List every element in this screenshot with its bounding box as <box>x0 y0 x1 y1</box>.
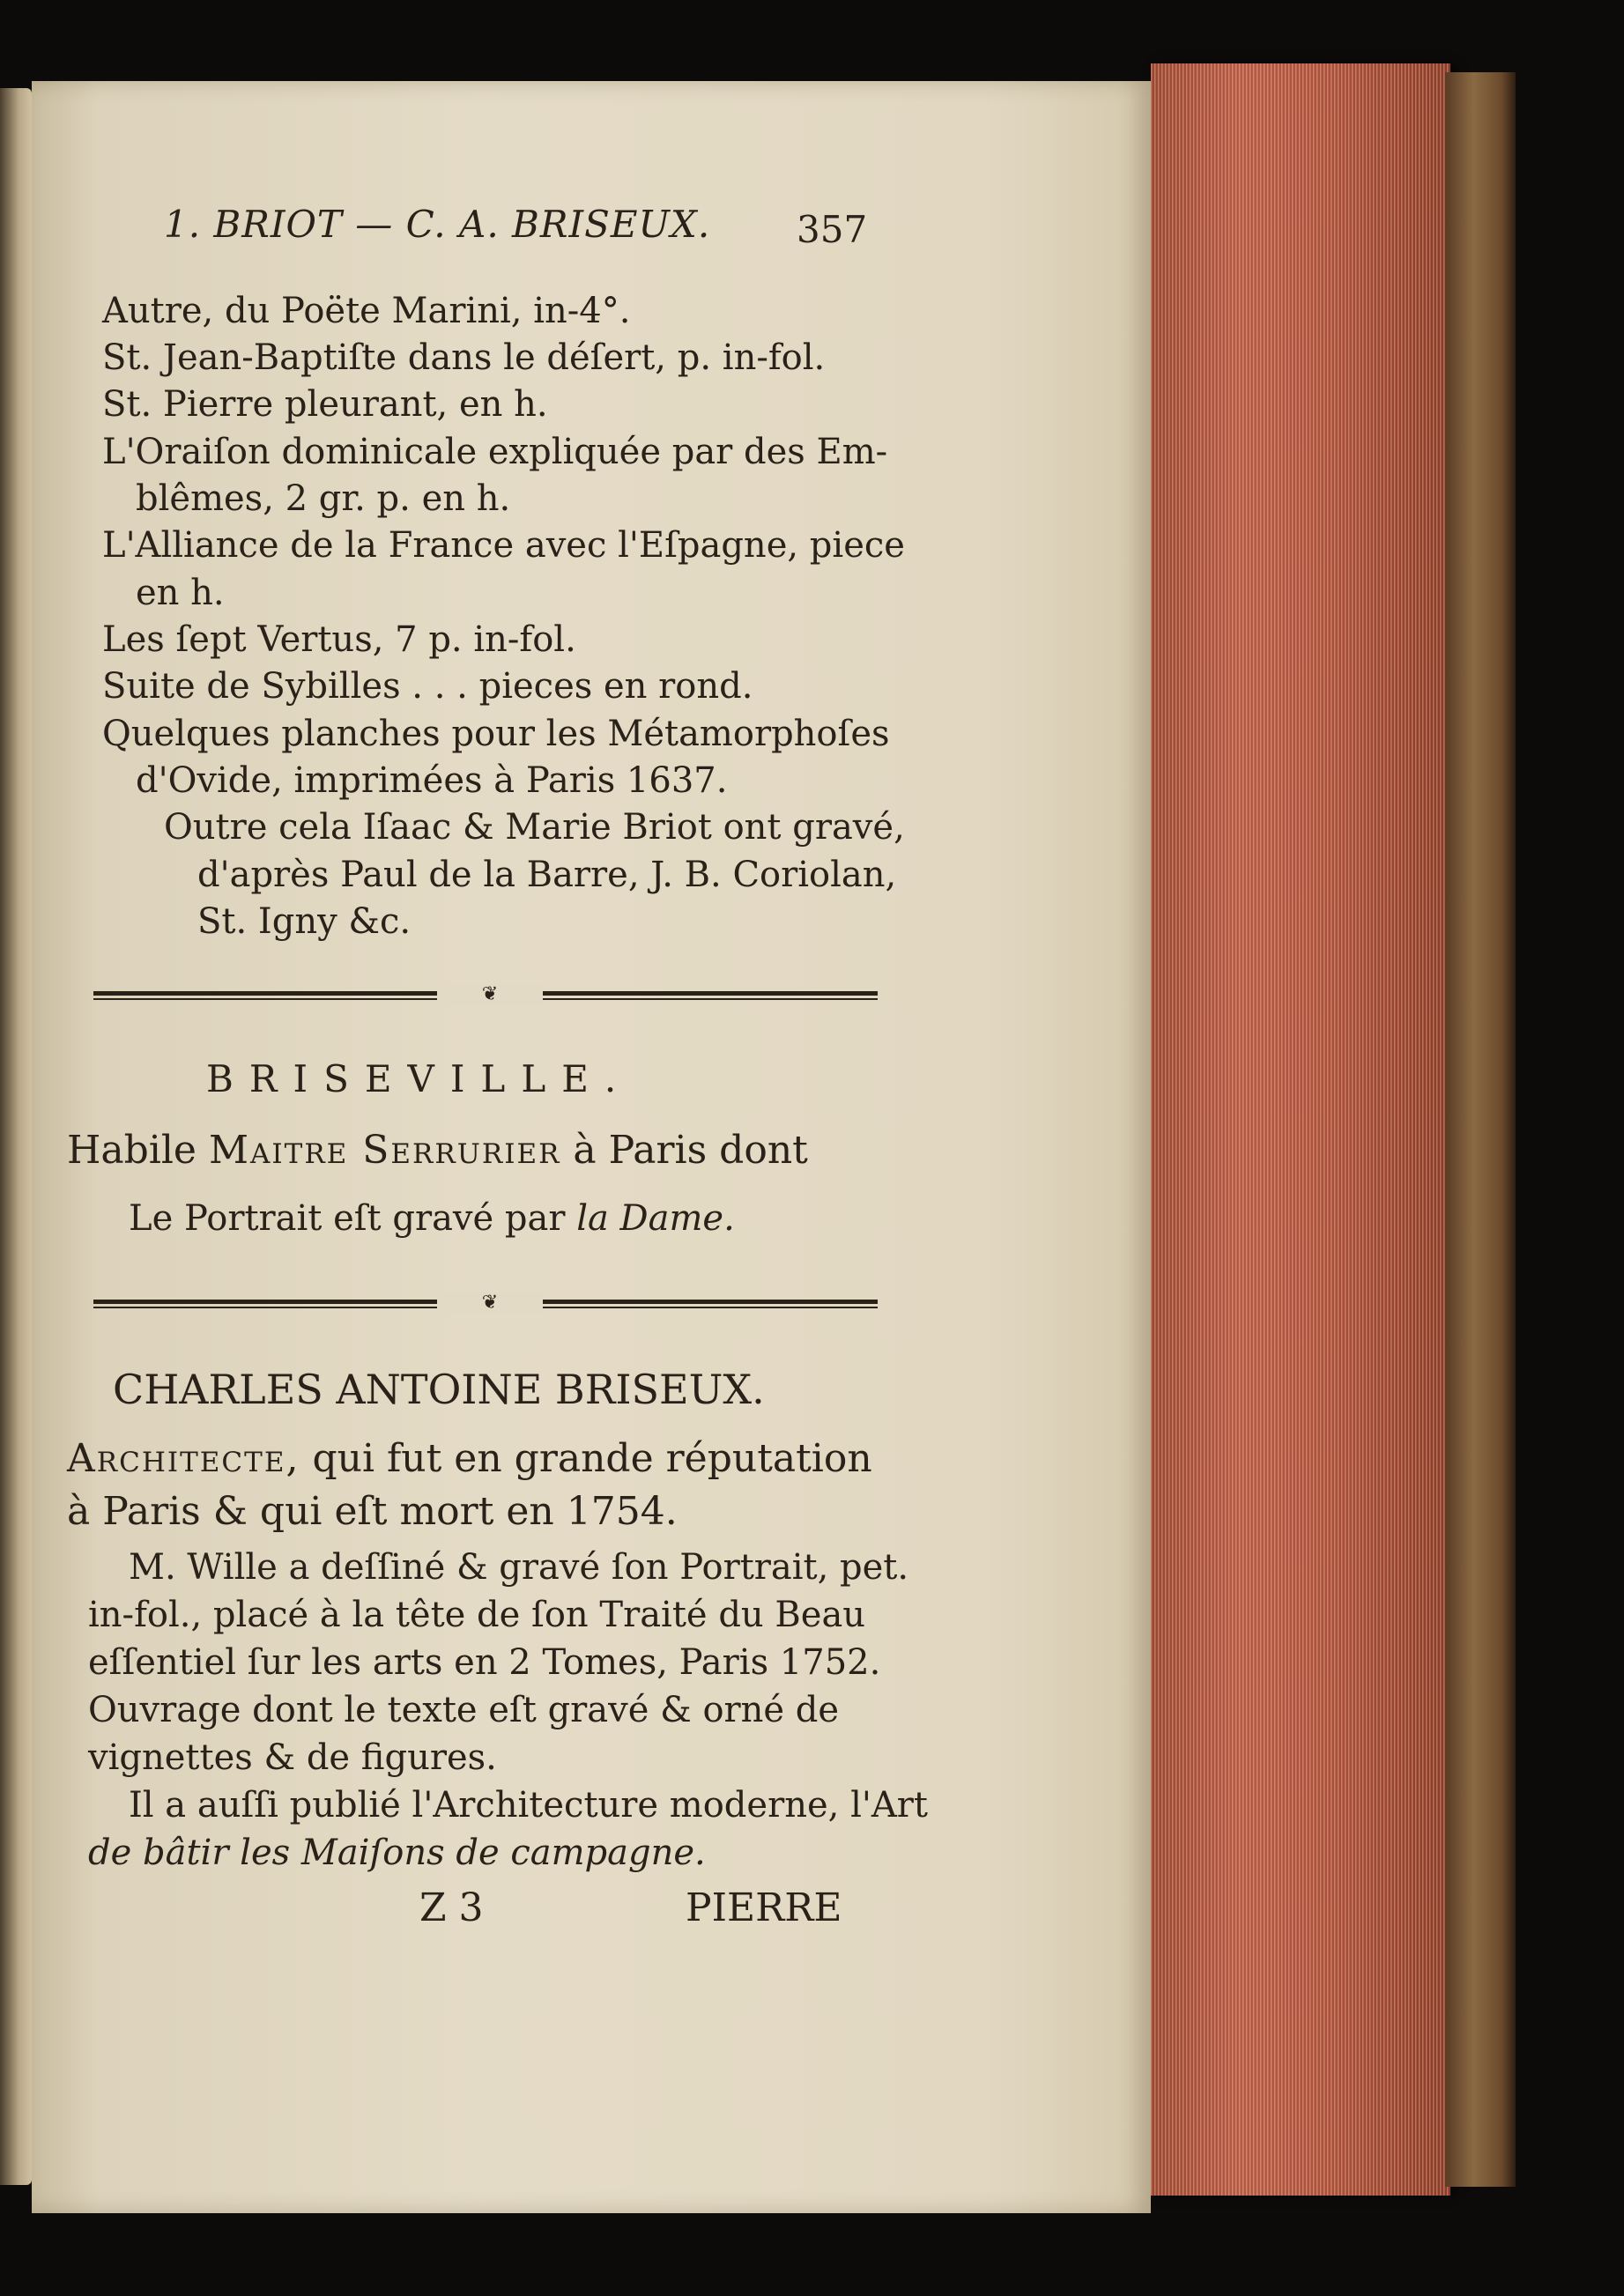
section-heading: CHARLES ANTOINE BRISEUX. <box>113 1366 765 1413</box>
paragraph-line: eſſentiel ſur les arts en 2 Tomes, Paris 1752. <box>88 1642 881 1683</box>
list-item: blêmes, 2 gr. p. en h. <box>136 478 511 519</box>
list-item: St. Pierre pleurant, en h. <box>102 384 548 425</box>
ornament-icon: ❦ <box>437 1292 543 1314</box>
section-divider <box>93 1292 878 1314</box>
book-fore-edge <box>1151 63 1450 2196</box>
section-heading: BRISEVILLE. <box>206 1057 633 1100</box>
paragraph-line: Ouvrage dont le texte eſt gravé & orné de <box>88 1690 840 1730</box>
paragraph-line: vignettes & de figures. <box>88 1737 497 1778</box>
list-item: St. Jean-Baptiſte dans le déſert, p. in-fol. <box>102 337 826 378</box>
list-item: d'Ovide, imprimées à Paris 1637. <box>136 760 728 801</box>
list-item: L'Oraiſon dominicale expliquée par des Em- <box>102 432 888 472</box>
list-item: L'Alliance de la France avec l'Eſpagne, piece <box>102 525 905 566</box>
list-item: Autre, du Poëte Marini, in-4°. <box>102 291 631 331</box>
paragraph-line: in-fol., placé à la tête de ſon Traité du Beau <box>88 1595 866 1635</box>
ornament-icon: ❦ <box>437 984 543 1005</box>
signature-mark: Z 3 <box>419 1885 484 1930</box>
list-item: Quelques planches pour les Métamorphoſes <box>102 714 890 754</box>
book-spine <box>1445 72 1516 2187</box>
previous-page-edge <box>0 88 32 2185</box>
paragraph-line: Il a auſſi publié l'Architecture moderne, l'Art <box>129 1785 928 1826</box>
briseux-intro-line-1: Architecte, qui fut en grande réputation <box>67 1436 872 1481</box>
paragraph-line: M. Wille a deſſiné & gravé ſon Portrait, pet. <box>129 1547 909 1588</box>
briseux-intro-line-2: à Paris & qui eſt mort en 1754. <box>67 1489 678 1534</box>
catchword: PIERRE <box>686 1885 842 1930</box>
paragraph-line: de bâtir les Maiſons de campagne. <box>88 1833 706 1873</box>
list-item: Les ſept Vertus, 7 p. in-fol. <box>102 619 576 660</box>
briseville-line-1: Habile Maitre Serrurier à Paris dont <box>67 1128 808 1173</box>
note-line: d'après Paul de la Barre, J. B. Coriolan, <box>197 855 897 895</box>
briseville-line-2: Le Portrait eſt gravé par la Dame. <box>129 1198 735 1239</box>
running-header: 1. BRIOT — C. A. BRISEUX. <box>164 203 711 246</box>
page-number: 357 <box>797 208 868 251</box>
section-divider <box>93 983 878 1005</box>
note-line: St. Igny &c. <box>197 901 412 942</box>
list-item: Suite de Sybilles . . . pieces en rond. <box>102 666 753 707</box>
list-item: en h. <box>136 573 225 613</box>
note-line: Outre cela Iſaac & Marie Briot ont gravé, <box>164 807 905 848</box>
